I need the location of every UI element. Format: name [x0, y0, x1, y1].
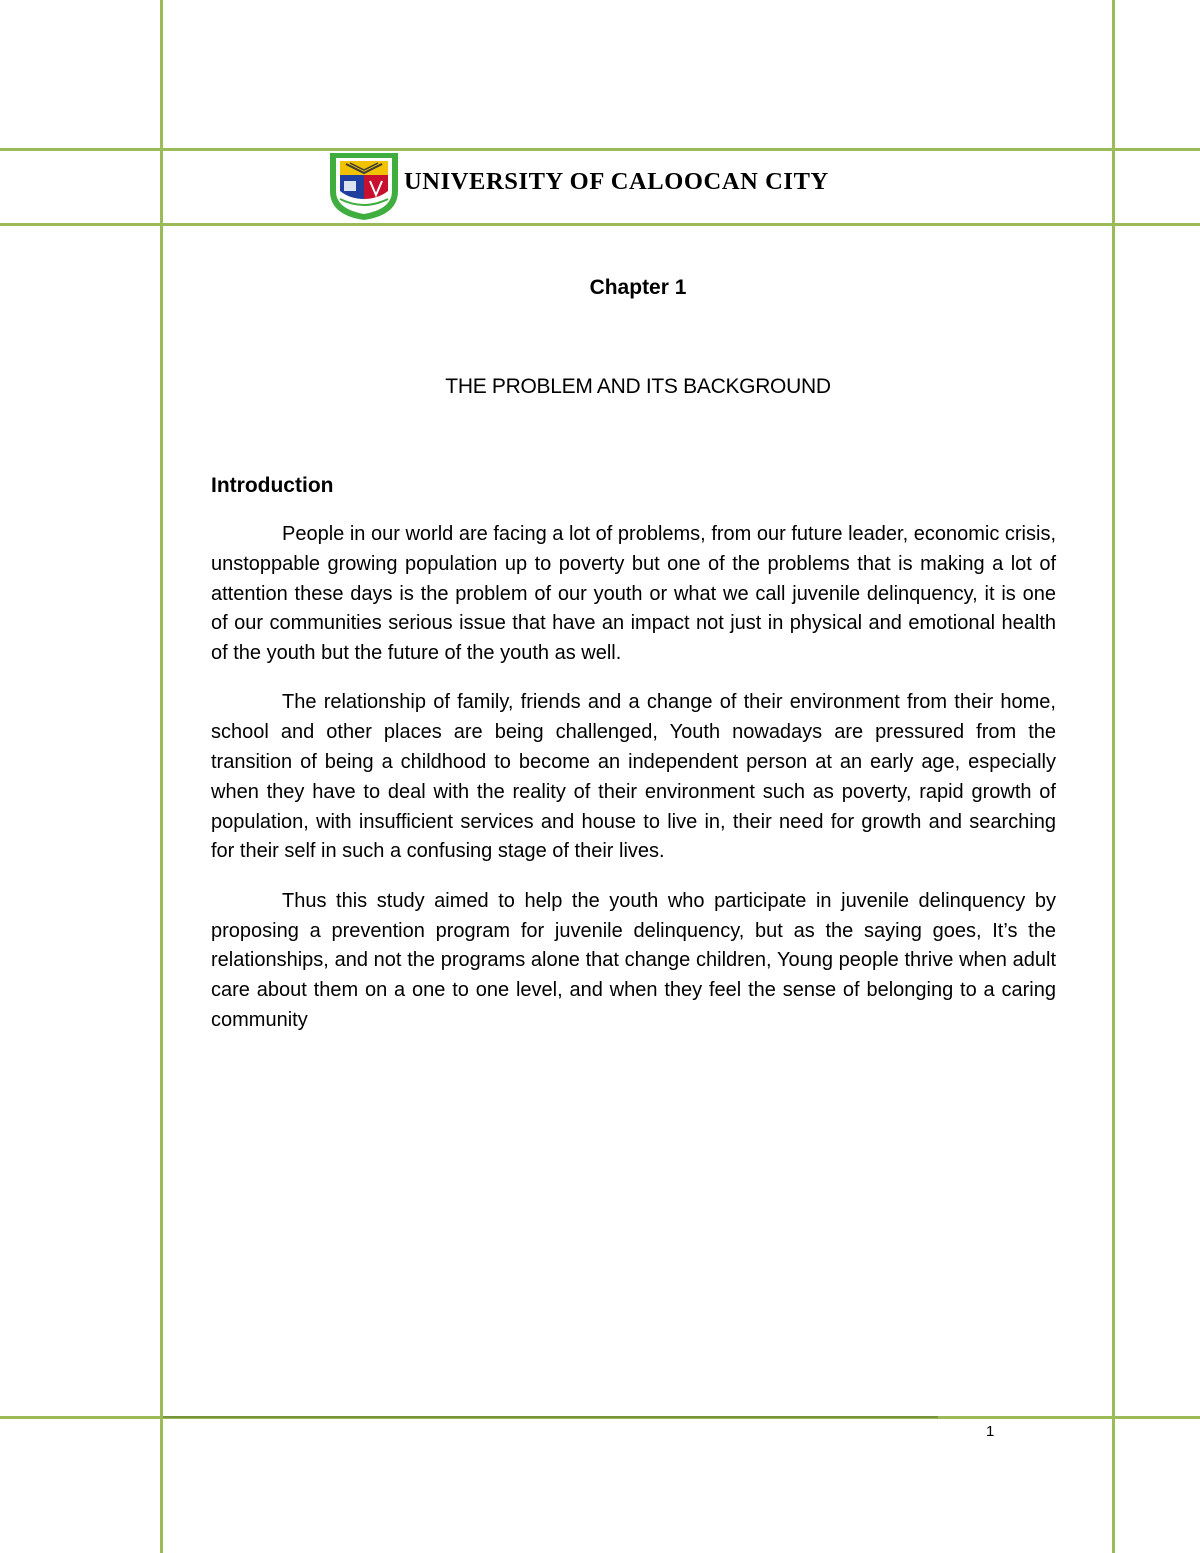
paragraph: Thus this study aimed to help the youth who participate in juvenile delinquency by proposing a prevention program for juvenile delinquency, but as the saying goes, It’s the relationships, and not the programs alone that change children, Young people thrive when adult care about them on a one to one level, and when they feel the sense of belonging to a caring community — [211, 889, 1056, 1031]
page-number: 1 — [986, 1423, 995, 1440]
paragraph: The relationship of family, friends and a change of their environment from their home, school and other places are being challenged, Youth nowadays are pressured from the transition of being a childhood to become an independent person at an early age, especially when they have to deal with the reality of their environment such as poverty, rapid growth of population, with insufficient services and house to live in, their need for growth and searching for their self in such a confusing stage of their lives. — [211, 691, 1056, 863]
page-rule-right — [1112, 0, 1115, 1553]
chapter-title: THE PROBLEM AND ITS BACKGROUND — [445, 375, 831, 398]
footer-rule-accent — [163, 1416, 938, 1418]
university-name: UNIVERSITY OF CALOOCAN CITY — [404, 168, 829, 195]
section-heading: Introduction — [211, 474, 334, 497]
body-text — [211, 520, 1056, 1055]
header-rule-top — [0, 148, 1200, 151]
chapter-label: Chapter 1 — [589, 276, 687, 299]
header-rule-bottom — [0, 223, 1200, 226]
university-seal-icon — [326, 151, 402, 221]
paragraph: People in our world are facing a lot of problems, from our future leader, economic crisis, unstoppable growing population up to poverty but one of the problems that is making a lot of attention these days is the problem of our youth or what we call juvenile delinquency, it is one of our communities serious issue that have an impact not just in physical and emotional health of the youth but the future of the youth as well. — [211, 523, 1056, 665]
page-rule-left — [160, 0, 163, 1553]
